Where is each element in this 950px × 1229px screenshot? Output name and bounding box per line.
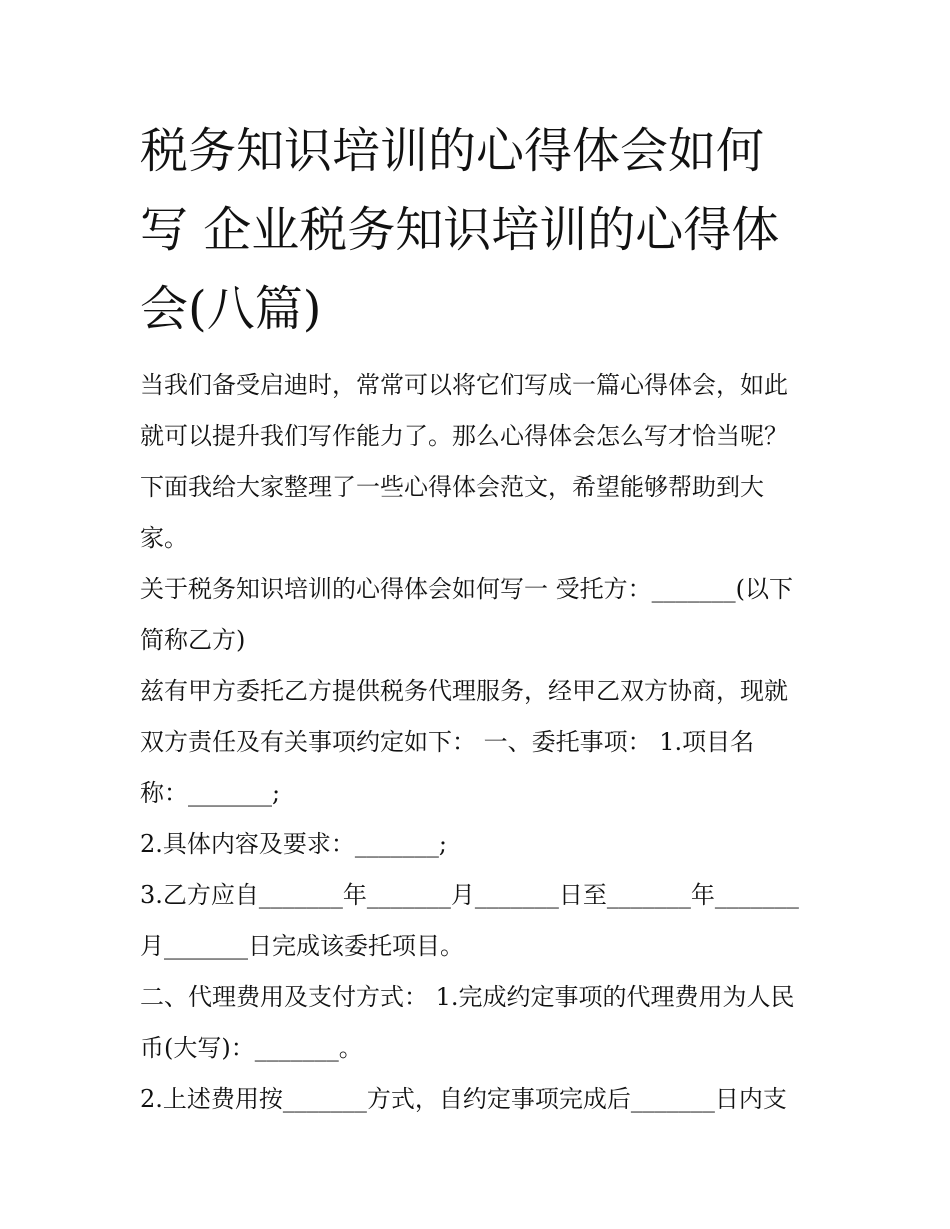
- body-line: 二、代理费用及支付方式： 1.完成约定事项的代理费用为人民: [140, 983, 795, 1011]
- body-line: 币(大写)：_______。: [140, 1034, 363, 1062]
- body-line: 称：_______;: [140, 779, 281, 807]
- title-line: 税务知识培训的心得体会如何: [140, 123, 765, 179]
- body-line: 下面我给大家整理了一些心得体会范文，希望能够帮助到大: [140, 473, 764, 501]
- body-line: 2.具体内容及要求：_______;: [140, 830, 447, 858]
- body-line: 兹有甲方委托乙方提供税务代理服务，经甲乙双方协商，现就: [140, 677, 788, 705]
- body-line: 简称乙方): [140, 626, 246, 654]
- body-line: 当我们备受启迪时，常常可以将它们写成一篇心得体会，如此: [140, 371, 788, 399]
- title-line: 写 企业税务知识培训的心得体: [140, 202, 780, 258]
- body-line: 3.乙方应自_______年_______月_______日至_______年_______: [140, 881, 799, 909]
- body-line: 月_______日完成该委托项目。: [140, 932, 464, 960]
- body-line: 就可以提升我们写作能力了。那么心得体会怎么写才恰当呢？: [140, 422, 788, 450]
- document-title: [140, 112, 830, 349]
- document-body: [140, 360, 830, 1125]
- body-line: 关于税务知识培训的心得体会如何写一 受托方：_______(以下: [140, 575, 793, 603]
- body-line: 双方责任及有关事项约定如下： 一、委托事项： 1.项目名: [140, 728, 755, 756]
- body-line: 2.上述费用按_______方式，自约定事项完成后_______日内支: [140, 1085, 787, 1113]
- document-content: [140, 112, 830, 1125]
- title-line: 会(八篇): [140, 281, 322, 337]
- body-line: 家。: [140, 524, 188, 552]
